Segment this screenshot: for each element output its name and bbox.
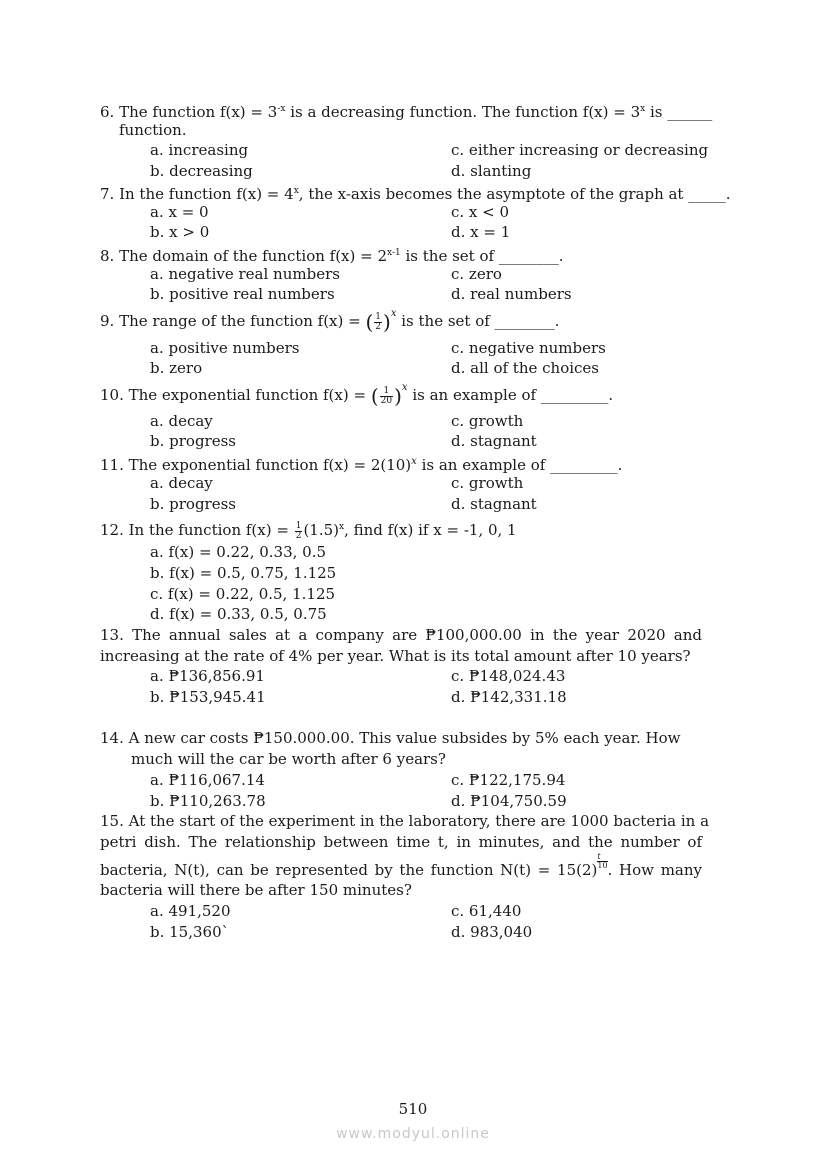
exponent-t-over-10: $\frac{t}{10}$: [597, 852, 608, 870]
choice-15a: a. 491,520: [150, 902, 231, 920]
choice-11d: d. stagnant: [451, 495, 537, 513]
page-number: 510: [398, 1100, 428, 1118]
choice-13c: c. ₱148,024.43: [451, 667, 566, 685]
question-15-stem: 15. At the start of the experiment in the laboratory, there are 1000 bacteria in a: [100, 812, 710, 830]
choice-12c: c. f(x) = 0.22, 0.5, 1.125: [150, 585, 336, 603]
choice-6a: a. increasing: [150, 141, 249, 159]
choice-11a: a. decay: [150, 474, 213, 492]
choice-10c: c. growth: [451, 412, 524, 430]
question-13-stem: 13. The annual sales at a company are ₱100,000.00 in the year 2020 and: [100, 626, 702, 644]
question-14-stem: 14. A new car costs ₱150.000.00. This value subsides by 5% each year. How: [100, 729, 681, 747]
fraction-one-half: $\frac{1}{2}$: [295, 520, 302, 541]
choice-13d: d. ₱142,331.18: [451, 688, 567, 706]
question-15-stem-cont: petri dish. The relationship between time t, in minutes, and the number of: [100, 833, 702, 851]
question-15-stem-formula: bacteria, N(t), can be represented by the function N(t) = 15(2) $\frac{t}{10}$ . How many: [100, 852, 703, 879]
choice-15c: c. 61,440: [451, 902, 522, 920]
choice-9b: b. zero: [150, 359, 203, 377]
choice-7a: a. x = 0: [150, 203, 209, 221]
fraction-one-twentieth: $\frac{1}{20}$: [380, 385, 393, 406]
choice-15b: b. 15,360`: [150, 923, 230, 941]
choice-8c: c. zero: [451, 265, 502, 283]
choice-8a: a. negative real numbers: [150, 265, 340, 283]
question-6-stem-cont: function.: [119, 121, 187, 139]
choice-11b: b. progress: [150, 495, 236, 513]
question-11-stem: 11. The exponential function $f(x) = 2(10)^x$ is an example of _________.: [100, 456, 623, 474]
choice-10a: a. decay: [150, 412, 213, 430]
choice-9a: a. positive numbers: [150, 339, 300, 357]
choice-8b: b. positive real numbers: [150, 285, 335, 303]
question-10-stem: 10. The exponential function f(x) = ( $\frac{1}{20}$ )$^x$ is an example of _________.: [100, 382, 614, 408]
choice-14a: a. ₱116,067.14: [150, 771, 265, 789]
choice-7d: d. x = 1: [451, 223, 511, 241]
choice-8d: d. real numbers: [451, 285, 572, 303]
question-13-stem-cont: increasing at the rate of 4% per year. What is its total amount after 10 years?: [100, 647, 691, 665]
question-7-stem: 7. In the function $f(x) = 4^x$, the x-axis becomes the asymptote of the graph at _____.: [100, 185, 731, 203]
question-15-stem-end: bacteria will there be after 150 minutes?: [100, 881, 412, 899]
question-6-stem: 6. The function $f(x) = 3^{-x}$ is a decreasing function. The function $f(x) = 3^x$ is ______: [100, 103, 713, 121]
question-12-stem: 12. In the function f(x) = $\frac{1}{2}$ $(1.5)^x$, find f(x) if x = -1, 0, 1: [100, 520, 517, 541]
choice-12b: b. f(x) = 0.5, 0.75, 1.125: [150, 564, 337, 582]
choice-6b: b. decreasing: [150, 162, 253, 180]
question-9-stem: 9. The range of the function f(x) = ( $\frac{1}{2}$ )$^x$ is the set of ________.: [100, 308, 560, 334]
choice-6c: c. either increasing or decreasing: [451, 141, 709, 159]
choice-10d: d. stagnant: [451, 432, 537, 450]
choice-14d: d. ₱104,750.59: [451, 792, 567, 810]
choice-9d: d. all of the choices: [451, 359, 599, 377]
choice-15d: d. 983,040: [451, 923, 533, 941]
choice-12a: a. f(x) = 0.22, 0.33, 0.5: [150, 543, 327, 561]
choice-7c: c. x < 0: [451, 203, 510, 221]
choice-12d: d. f(x) = 0.33, 0.5, 0.75: [150, 605, 327, 623]
choice-10b: b. progress: [150, 432, 236, 450]
choice-14b: b. ₱110,263.78: [150, 792, 266, 810]
choice-6d: d. slanting: [451, 162, 532, 180]
question-8-stem: 8. The domain of the function $f(x) = 2^{x-1}$ is the set of ________.: [100, 247, 564, 265]
choice-7b: b. x > 0: [150, 223, 210, 241]
watermark: www.modyul.online: [336, 1126, 490, 1142]
choice-13b: b. ₱153,945.41: [150, 688, 266, 706]
choice-9c: c. negative numbers: [451, 339, 606, 357]
fraction-one-half: $\frac{1}{2}$: [375, 311, 382, 332]
choice-13a: a. ₱136,856.91: [150, 667, 265, 685]
choice-11c: c. growth: [451, 474, 524, 492]
question-14-stem-cont: much will the car be worth after 6 years?: [131, 750, 446, 768]
choice-14c: c. ₱122,175.94: [451, 771, 566, 789]
